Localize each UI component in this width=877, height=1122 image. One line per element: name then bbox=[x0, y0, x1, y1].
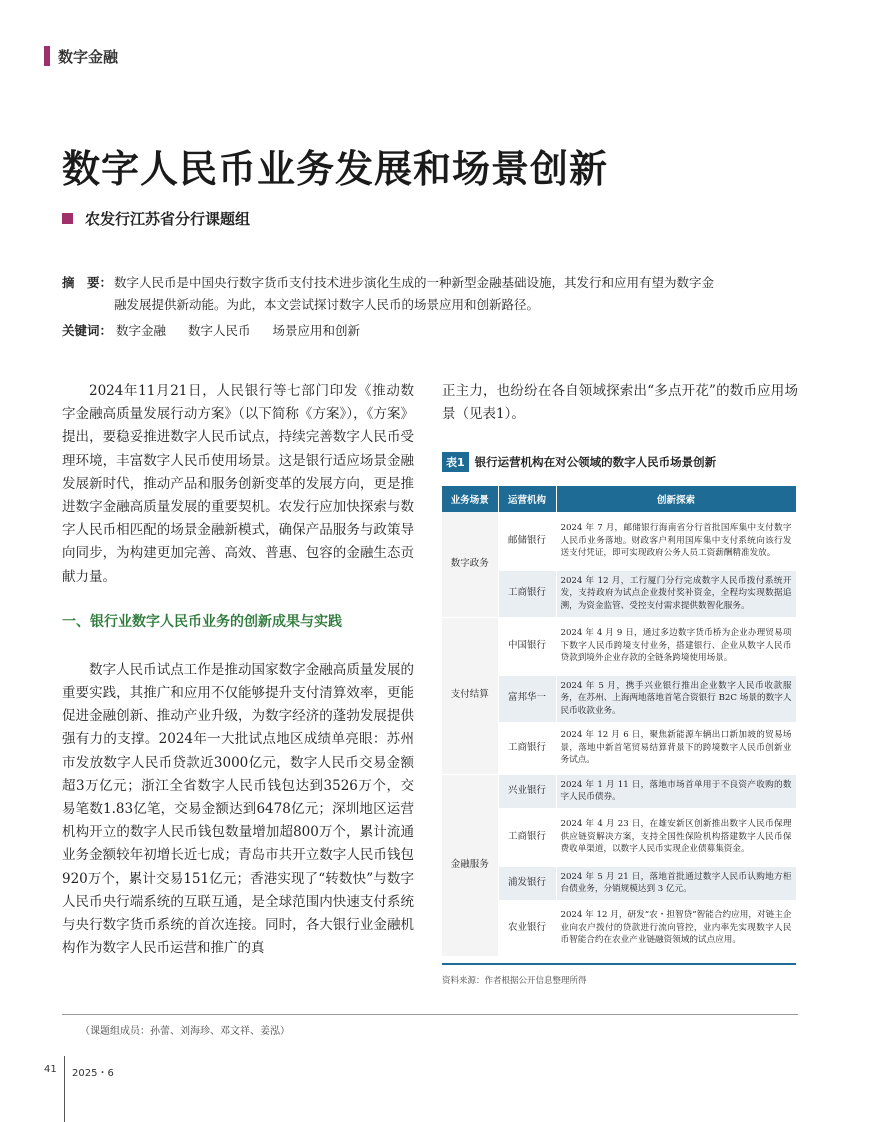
body-paragraph-2: 数字人民币试点工作是推动国家数字金融高质量发展的重要实践，其推广和应用不仅能够提升支付清算效率，更能促进金融创新、推动产业升级，为数字经济的蓬勃发展提供强有力的支撑。2024年一大批试点地区成绩单亮眼：苏州市发放数字人民币贷款近3000亿元，数字人民币交易金额超3万亿元；浙江全省数字人民币钱包达到3526万个，交易笔数1.83亿笔，交易金额达到6478亿元；深圳地区运营机构开立的数字人民币钱包数量增加超800万个，累计流通业务金额较年初增长近七成；青岛市共开立数字人民币钱包920万个，累计交易151亿元；香港实现了“转数快”与数字人民币央行端系统的互联互通，是全球范围内快速支付系统与央行数字货币系统的首次连接。同时，各大银行业金融机构作为数字人民币运营和推广的真 bbox=[62, 661, 414, 957]
header-cell: 运营机构 bbox=[498, 486, 556, 512]
abstract-line-2: 融发展提供新动能。为此，本文尝试探讨数字人民币的场景应用和创新路径。 bbox=[114, 297, 540, 312]
section-heading-1: 一、银行业数字人民币业务的创新成果与实践 bbox=[62, 613, 342, 630]
org-cell: 邮储银行 bbox=[498, 512, 556, 570]
keywords-label: 关键词： bbox=[62, 323, 113, 338]
desc-cell: 2024 年 12 月 6 日，聚焦新能源车辆出口新加坡的贸易场景，落地中新首笔贸易结算背景下的跨境数字人民币创新业务试点。 bbox=[556, 722, 796, 774]
right-column bbox=[442, 380, 798, 426]
footnote-divider bbox=[62, 1014, 798, 1015]
desc-cell: 2024 年 1 月 11 日，落地市场首单用于不良资产收购的数字人民币债券。 bbox=[556, 774, 796, 808]
article-title: 数字人民币业务发展和场景创新 bbox=[62, 147, 609, 191]
keyword: 场景应用和创新 bbox=[272, 323, 361, 338]
desc-cell: 2024 年 4 月 23 日，在雄安新区创新推出数字人民币保理供应链资解决方案，支持全国性保险机构搭建数字人民币保费收单渠道，以数字人民币实现企业债募集资金。 bbox=[556, 808, 796, 866]
author-square bbox=[62, 213, 73, 224]
org-cell: 中国银行 bbox=[498, 617, 556, 675]
section-tag bbox=[44, 46, 118, 66]
author-line bbox=[62, 208, 250, 229]
issue-number: 2025・6 bbox=[72, 1068, 114, 1079]
section-bar bbox=[44, 46, 50, 66]
table-row bbox=[442, 774, 796, 808]
keywords bbox=[62, 320, 378, 342]
keyword: 数字金融 bbox=[116, 323, 167, 338]
table-row bbox=[442, 617, 796, 675]
table-row bbox=[442, 512, 796, 570]
table-number: 表1 bbox=[442, 452, 469, 472]
desc-cell: 2024 年 5 月，携手兴业银行推出企业数字人民币收款服务，在苏州、上海两地落地首笔合资银行 B2C 场景的数字人民币收款业务。 bbox=[556, 675, 796, 722]
page-number: 41 bbox=[44, 1064, 57, 1075]
author-name: 农发行江苏省分行课题组 bbox=[85, 210, 251, 228]
table-bottom-rule bbox=[442, 963, 796, 965]
section-label: 数字金融 bbox=[58, 47, 119, 66]
category-cell: 数字政务 bbox=[442, 512, 498, 617]
desc-cell: 2024 年 4 月 9 日，通过多边数字货币桥为企业办理贸易项下数字人民币跨境支付业务，搭建银行、企业从数字人民币贷款到境外企业存款的全链条跨境使用场景。 bbox=[556, 617, 796, 675]
category-cell: 支付结算 bbox=[442, 617, 498, 774]
header-cell: 业务场景 bbox=[442, 486, 498, 512]
org-cell: 浦发银行 bbox=[498, 866, 556, 900]
table-title: 银行运营机构在对公领域的数字人民币场景创新 bbox=[474, 455, 717, 469]
abstract-label: 摘 要： bbox=[62, 275, 113, 290]
desc-cell: 2024 年 5 月 21 日，落地首批通过数字人民币认购地方柜台债业务，分销规模达到 3 亿元。 bbox=[556, 866, 796, 900]
left-column bbox=[62, 380, 414, 960]
table-source: 资料来源：作者根据公开信息整理所得 bbox=[442, 976, 587, 986]
abstract bbox=[62, 272, 802, 316]
org-cell: 富邦华一 bbox=[498, 675, 556, 722]
org-cell: 工商银行 bbox=[498, 808, 556, 866]
desc-cell: 2024 年 12 月，研发“农・担智贷”智能合约应用，对链主企业向农户拨付的贷款进行流向管控，业内率先实现数字人民币智能合约在农业产业链融资领域的试点应用。 bbox=[556, 900, 796, 956]
group-members: （课题组成员：孙蕾、刘海珍、邓文祥、姜泓） bbox=[80, 1026, 290, 1037]
scenario-table bbox=[442, 486, 797, 957]
desc-cell: 2024 年 7 月，邮储银行海南省分行首批国库集中支付数字人民币业务落地。财政客户利用国库集中支付系统向该行发送支付凭证，即可实现政府公务人员工资薪酬精准发放。 bbox=[556, 512, 796, 570]
table-caption bbox=[442, 452, 716, 472]
abstract-line-1: 数字人民币是中国央行数字货币支付技术进步演化生成的一种新型金融基础设施，其发行和应用有望为数字金 bbox=[114, 275, 715, 290]
org-cell: 兴业银行 bbox=[498, 774, 556, 808]
org-cell: 工商银行 bbox=[498, 570, 556, 617]
org-cell: 农业银行 bbox=[498, 900, 556, 956]
footer-divider bbox=[64, 1056, 65, 1122]
body-paragraph-3: 正主力，也纷纷在各自领域探索出“多点开花”的数币应用场景（见表1）。 bbox=[442, 383, 798, 423]
body-paragraph-1: 2024年11月21日，人民银行等七部门印发《推动数字金融高质量发展行动方案》（以下简称《方案》），《方案》提出，要稳妥推进数字人民币试点，持续完善数字人民币受理环境，丰富数字人民币使用场景。这是银行适应场景金融发展新时代，推动产品和服务创新变革的发展方向，更是推进数字金融高质量发展的重要契机。农发行应加快探索与数字人民币相匹配的场景金融新模式，确保产品服务与政策导向同步，为构建更加完善、高效、普惠、包容的金融生态贡献力量。 bbox=[62, 383, 414, 585]
desc-cell: 2024 年 12 月，工行厦门分行完成数字人民币拨付系统开发，支持政府为试点企业拨付奖补资金，全程均实现数据追溯，为资金监管、受控支付需求提供数智化服务。 bbox=[556, 570, 796, 617]
header-cell: 创新探索 bbox=[556, 486, 796, 512]
keyword: 数字人民币 bbox=[188, 323, 251, 338]
org-cell: 工商银行 bbox=[498, 722, 556, 774]
table-header-row bbox=[442, 486, 796, 512]
category-cell: 金融服务 bbox=[442, 774, 498, 956]
